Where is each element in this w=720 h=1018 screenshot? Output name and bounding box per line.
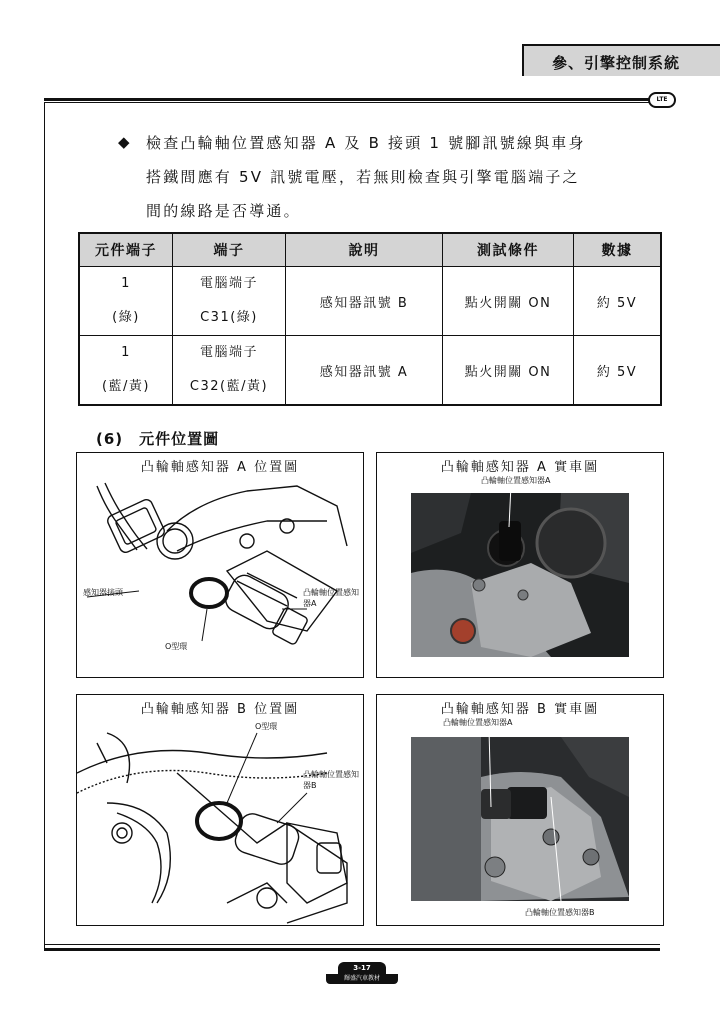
value-cell: 約 5V xyxy=(574,267,662,336)
label-oring: O型環 xyxy=(165,642,188,651)
col-header: 元件端子 xyxy=(79,233,173,267)
desc-cell: 感知器訊號 A xyxy=(286,336,443,406)
panel-a-location xyxy=(76,452,364,678)
paragraph-line-2: 搭鐵間應有 5V 訊號電壓，若無則檢查與引擎電腦端子之 xyxy=(146,168,580,186)
panel-title: 凸輪軸感知器 A 實車圖 xyxy=(440,460,600,475)
label-connector: 感知器接頭 xyxy=(83,588,123,597)
table-row xyxy=(79,267,661,336)
sensor-b-photo xyxy=(411,737,629,901)
panel-b-photo xyxy=(376,694,664,926)
diamond-bullet-icon: ◆ xyxy=(118,133,130,151)
publisher-label: 輝盛汽車教材 xyxy=(326,974,398,984)
spec-table xyxy=(78,232,662,406)
col-header: 端子 xyxy=(173,233,286,267)
bottom-rule xyxy=(44,948,660,951)
sensor-a-photo xyxy=(411,493,629,657)
table-row xyxy=(79,336,661,406)
col-header: 測試條件 xyxy=(443,233,574,267)
col-header: 說明 xyxy=(286,233,443,267)
value-cell: 約 5V xyxy=(574,336,662,406)
label-sensor-b: 凸輪軸位置感知器B xyxy=(525,908,595,917)
top-rule-thin xyxy=(44,102,660,103)
header-box xyxy=(522,44,720,76)
panel-title: 凸輪軸感知器 A 位置圖 xyxy=(140,460,300,475)
condition-cell: 點火開關 ON xyxy=(443,267,574,336)
pin-cell: 1 (藍/黃) xyxy=(79,336,173,406)
panel-b-location xyxy=(76,694,364,926)
desc-cell: 感知器訊號 B xyxy=(286,267,443,336)
label-sensor-a: 凸輪軸位置感知器A xyxy=(303,588,359,608)
label-sensor-a: 凸輪軸位置感知器A xyxy=(481,476,551,485)
panel-title: 凸輪軸感知器 B 實車圖 xyxy=(440,702,600,717)
paragraph-line-3: 間的線路是否導通。 xyxy=(146,202,301,220)
brand-logo: LTE xyxy=(648,92,676,108)
label-oring: O型環 xyxy=(255,722,278,731)
label-sensor-b: 凸輪軸位置感知器B xyxy=(303,770,359,790)
section-title: (6) 元件位置圖 xyxy=(96,430,220,448)
chapter-title: 參、引擎控制系統 xyxy=(551,54,680,72)
pin-cell: 1 (綠) xyxy=(79,267,173,336)
sensor-b-diagram xyxy=(77,713,362,925)
condition-cell: 點火開關 ON xyxy=(443,336,574,406)
sensor-a-diagram xyxy=(77,471,362,676)
panel-a-photo xyxy=(376,452,664,678)
terminal-cell: 電腦端子 C32(藍/黃) xyxy=(173,336,286,406)
col-header: 數據 xyxy=(574,233,662,267)
label-sensor-a: 凸輪軸位置感知器A xyxy=(443,718,513,727)
bottom-rule-thin xyxy=(44,944,660,945)
table-header-row xyxy=(79,233,661,267)
terminal-cell: 電腦端子 C31(綠) xyxy=(173,267,286,336)
left-rule xyxy=(44,102,45,950)
top-rule xyxy=(44,98,660,101)
page-number: 3-17 xyxy=(338,962,386,974)
panel-title: 凸輪軸感知器 B 位置圖 xyxy=(140,702,300,717)
paragraph-line-1: 檢查凸輪軸位置感知器 A 及 B 接頭 1 號腳訊號線與車身 xyxy=(146,134,586,152)
